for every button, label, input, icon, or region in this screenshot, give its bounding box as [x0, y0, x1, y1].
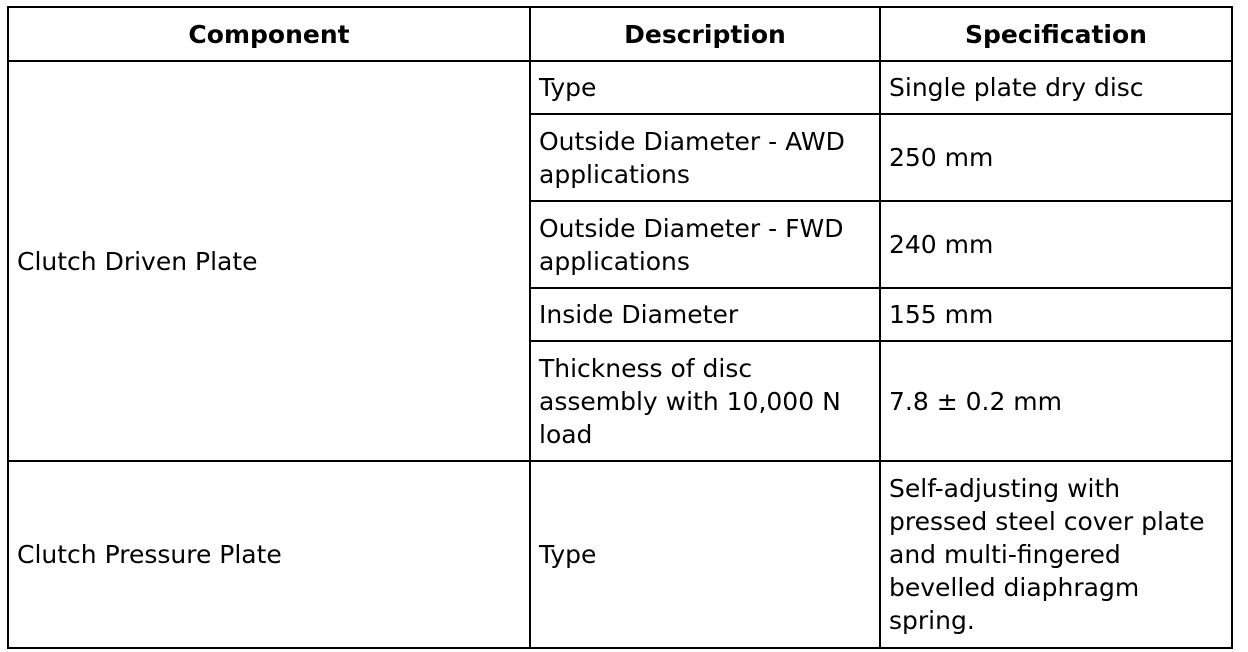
header-description: Description [530, 7, 880, 61]
header-row [8, 7, 1232, 61]
component-cell-pressure-plate: Clutch Pressure Plate [8, 461, 530, 648]
clutch-specification-table [7, 6, 1233, 649]
table-row [8, 61, 1232, 114]
specification-cell: 250 mm [880, 114, 1232, 201]
specification-cell: Self-adjusting with pressed steel cover plate and multi-fingered bevelled diaphragm spring. [880, 461, 1232, 648]
description-cell: Thickness of disc assembly with 10,000 N load [530, 341, 880, 461]
table-row [8, 461, 1232, 648]
description-cell: Outside Diameter - FWD applications [530, 201, 880, 288]
description-cell: Inside Diameter [530, 288, 880, 341]
component-cell-driven-plate: Clutch Driven Plate [8, 61, 530, 461]
specification-cell: 155 mm [880, 288, 1232, 341]
header-specification: Specification [880, 7, 1232, 61]
description-cell: Type [530, 61, 880, 114]
description-cell: Outside Diameter - AWD applications [530, 114, 880, 201]
specification-cell: 240 mm [880, 201, 1232, 288]
specification-cell: Single plate dry disc [880, 61, 1232, 114]
description-cell: Type [530, 461, 880, 648]
header-component: Component [8, 7, 530, 61]
specification-cell: 7.8 ± 0.2 mm [880, 341, 1232, 461]
